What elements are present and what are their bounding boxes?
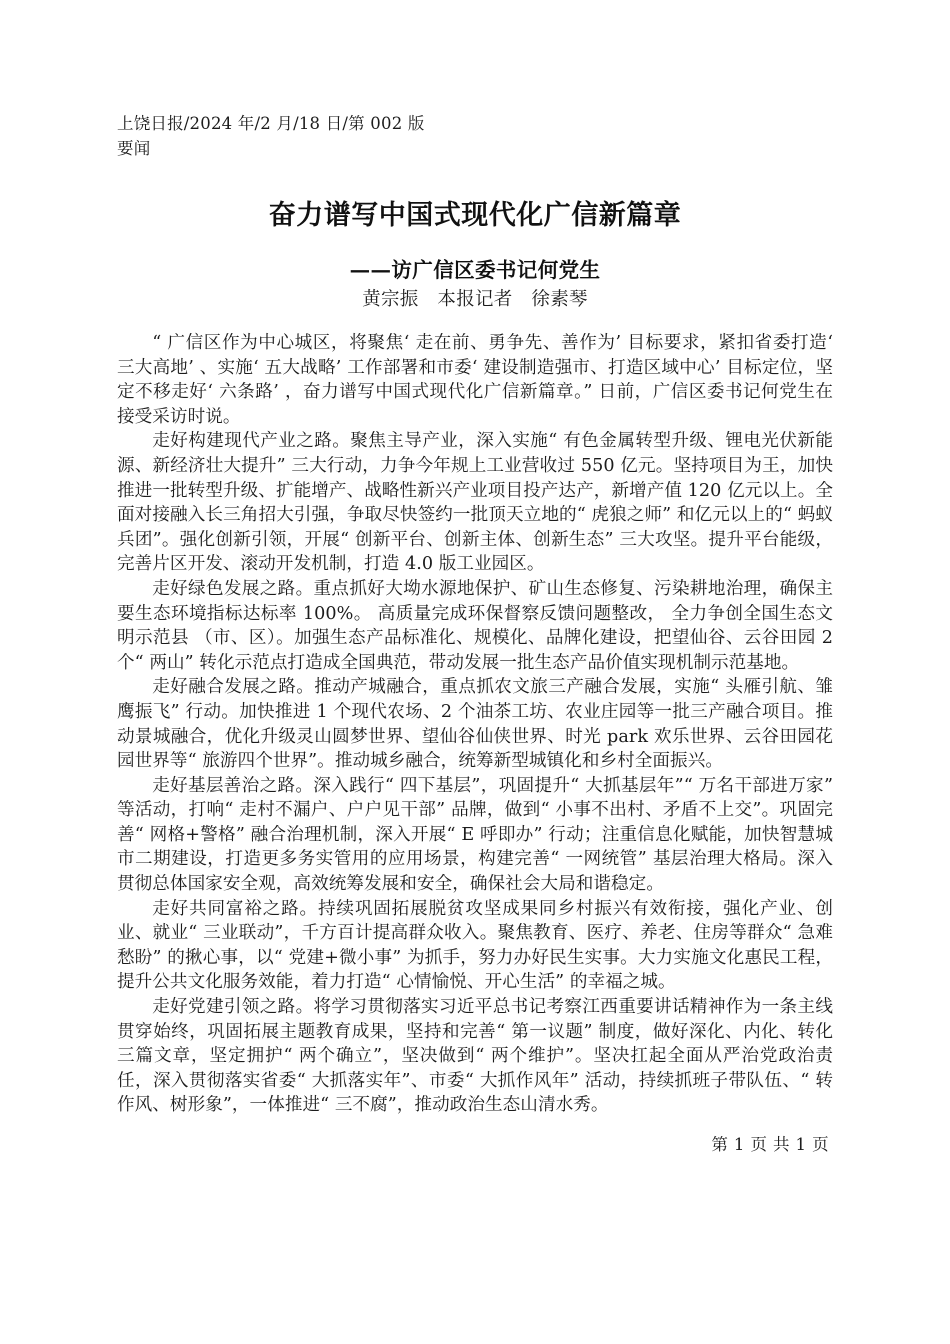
article-title: 奋力谱写中国式现代化广信新篇章 — [268, 200, 682, 232]
paragraph: 走好共同富裕之路。持续巩固拓展脱贫攻坚成果同乡村振兴有效衔接，强化产业、创业、就业“ 三业联动”，千方百计提高群众收入。聚焦教育、医疗、养老、住房等群众“ 急难愁盼” 的揪心事，以“ 党建+微小事” 为抓手，努力办好民生实事。大力实施文化惠民工程，提升公共文化服务效能，着力打造“ 心情愉悦、开心生活” 的幸福之城。 — [117, 898, 833, 993]
paragraph: 走好党建引领之路。将学习贯彻落实习近平总书记考察江西重要讲话精神作为一条主线贯穿始终，巩固拓展主题教育成果，坚持和完善“ 第一议题” 制度，做好深化、内化、转化三篇文章，坚定拥护“ 两个确立”，坚决做到“ 两个维护”。坚决扛起全面从严治党政治责任，深入贯彻落实省委“ 大抓落实年”、市委“ 大抓作风年” 活动，持续抓班子带队伍、“ 转作风、树形象”，一体推进“ 三不腐”，推动政治生态山清水秀。 — [117, 997, 833, 1116]
paragraph: 走好基层善治之路。深入践行“ 四下基层”，巩固提升“ 大抓基层年”“ 万名干部进万家” 等活动，打响“ 走村不漏户、户户见干部” 品牌，做到“ 小事不出村、矛盾不上交”。巩固完善“ 网格+警格” 融合治理机制，深入开展“ E 呼即办” 行动；注重信息化赋能，加快智慧城市二期建设，打造更多务实管用的应用场景，构建完善“ 一网统管” 基层治理大格局。深入贯彻总体国家安全观，高效统筹发展和安全，确保社会大局和谐稳定。 — [117, 775, 833, 895]
paragraph: 走好融合发展之路。推动产城融合，重点抓农文旅三产融合发展，实施“ 头雁引航、雏鹰振飞” 行动。加快推进 1 个现代农场、2 个油茶工坊、农业庄园等一批三产融合项目。推动景城融合，优化升级灵山圆梦世界、望仙谷仙侠世界、时光 park 欢乐世界、云谷田园花园世界等“ 旅游四个世界”。推动城乡融合，统筹新型城镇化和乡村全面振兴。 — [117, 677, 833, 772]
article-subtitle: ——访广信区委书记何党生 — [349, 258, 601, 282]
paragraph: 走好绿色发展之路。重点抓好大坳水源地保护、矿山生态修复、污染耕地治理，确保主要生态环境指标达标率 100%。 高质量完成环保督察反馈问题整改， 全力争创全国生态文明示范县 （市、区）。加强生态产品标准化、规模化、品牌化建设，把望仙谷、云谷田园 2 个“ 两山” 转化示范点打造成全国典范，带动发展一批生态产品价值实现机制示范基地。 — [117, 578, 833, 673]
newspaper-masthead: 上饶日报/2024 年/2 月/18 日/第 002 版要闻 — [117, 114, 425, 158]
paragraph: “ 广信区作为中心城区，将聚焦‘ 走在前、勇争先、善作为’ 目标要求，紧扣省委打造‘ 三大高地’ 、实施‘ 五大战略’ 工作部署和市委‘ 建设制造强市、打造区域中心’ 目标定位，坚定不移走好‘ 六条路’ ，奋力谱写中国式现代化广信新篇章。” 日前，广信区委书记何党生在接受采访时说。 — [117, 333, 833, 427]
article-body — [117, 331, 833, 1118]
article-byline: 黄宗振 本报记者 徐素琴 — [362, 289, 588, 310]
paragraph: 走好构建现代产业之路。聚焦主导产业，深入实施“ 有色金属转型升级、锂电光伏新能源、新经济壮大提升” 三大行动，力争今年规上工业营收过 550 亿元。坚持项目为王，加快推进一批转型升级、扩能增产、战略性新兴产业项目投产达产，新增产值 120 亿元以上。全面对接融入长三角招大引强，争取尽快签约一批顶天立地的“ 虎狼之师” 和亿元以上的“ 蚂蚁兵团”。强化创新引领，开展“ 创新平台、创新主体、创新生态” 三大攻坚。提升平台能级，完善片区开发、滚动开发机制，打造 4.0 版工业园区。 — [117, 431, 833, 575]
page-footer: 第 1 页 共 1 页 — [711, 1135, 829, 1154]
